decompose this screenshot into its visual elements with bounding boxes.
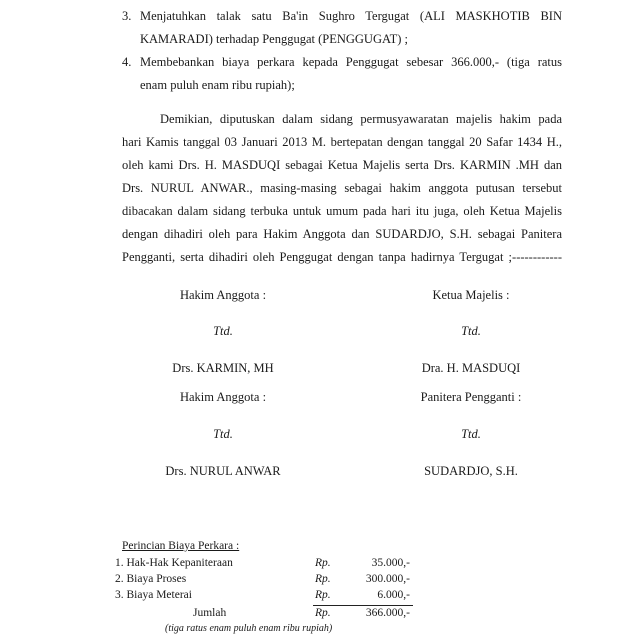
item-text-line: Menjatuhkan talak satu Ba'in Sughro Tergugat (ALI MASKHOTIB BIN [140, 9, 562, 23]
signature-ttd: Ttd. [461, 427, 481, 441]
signature-ttd: Ttd. [213, 324, 233, 338]
cost-label: 3. Biaya Meterai [115, 589, 192, 601]
cost-currency: Rp. [315, 607, 331, 619]
cost-currency: Rp. [315, 557, 331, 569]
paragraph-line: dibacakan dalam sidang terbuka untuk umum pada hari itu juga, oleh Ketua Majelis [122, 204, 562, 218]
signature-name-right: SUDARDJO, S.H. [424, 464, 518, 478]
signature-role-left: Hakim Anggota : [179, 390, 267, 404]
item-text-line: enam puluh enam ribu rupiah); [140, 78, 295, 92]
signature-name-left: Drs. KARMIN, MH [172, 361, 274, 375]
cost-total-words: (tiga ratus enam puluh enam ribu rupiah) [165, 623, 333, 634]
item-text-line: KAMARADI) terhadap Penggugat (PENGGUGAT) ; [140, 32, 409, 46]
signature-name-left: Drs. NURUL ANWAR [165, 464, 281, 478]
signature-role-right: Ketua Majelis : [432, 288, 510, 302]
item-number: 3. [122, 9, 132, 23]
signature-role-right: Panitera Pengganti : [420, 390, 522, 404]
cost-amount: 6.000,- [377, 589, 410, 601]
signature-ttd: Ttd. [213, 427, 233, 441]
paragraph-line: Pengganti, serta dihadiri oleh Penggugat dengan tanpa hadirnya Tergugat ;------------ [122, 250, 562, 264]
cost-label: 1. Hak-Hak Kepaniteraan [115, 557, 233, 569]
paragraph-line: dengan dihadiri oleh para Hakim Anggota dan SUDARDJO, S.H. sebagai Panitera [122, 227, 562, 241]
paragraph-line: hari Kamis tanggal 03 Januari 2013 M. bertepatan dengan tanggal 20 Safar 1434 H., [122, 135, 562, 149]
signature-name-right: Dra. H. MASDUQI [421, 361, 521, 375]
signature-ttd: Ttd. [461, 324, 481, 338]
signature-role-left: Hakim Anggota : [179, 288, 267, 302]
cost-amount: 35.000,- [371, 557, 410, 569]
paragraph-line: Demikian, diputuskan dalam sidang permusyawaratan majelis hakim pada [160, 112, 562, 126]
item-number: 4. [122, 55, 132, 69]
cost-total-amount: 366.000,- [365, 607, 410, 619]
paragraph-line: oleh kami Drs. H. MASDUQI sebagai Ketua Majelis serta Drs. KARMIN .MH dan [122, 158, 562, 172]
total-divider [313, 605, 413, 606]
cost-amount: 300.000,- [365, 573, 410, 585]
cost-total-label: Jumlah [193, 607, 227, 619]
paragraph-line: Drs. NURUL ANWAR., masing-masing sebagai hakim anggota putusan tersebut [122, 181, 562, 195]
cost-label: 2. Biaya Proses [115, 573, 187, 585]
cost-title: Perincian Biaya Perkara : [122, 540, 240, 552]
cost-currency: Rp. [315, 589, 331, 601]
item-text-line: Membebankan biaya perkara kepada Penggugat sebesar 366.000,- (tiga ratus [140, 55, 562, 69]
cost-currency: Rp. [315, 573, 331, 585]
